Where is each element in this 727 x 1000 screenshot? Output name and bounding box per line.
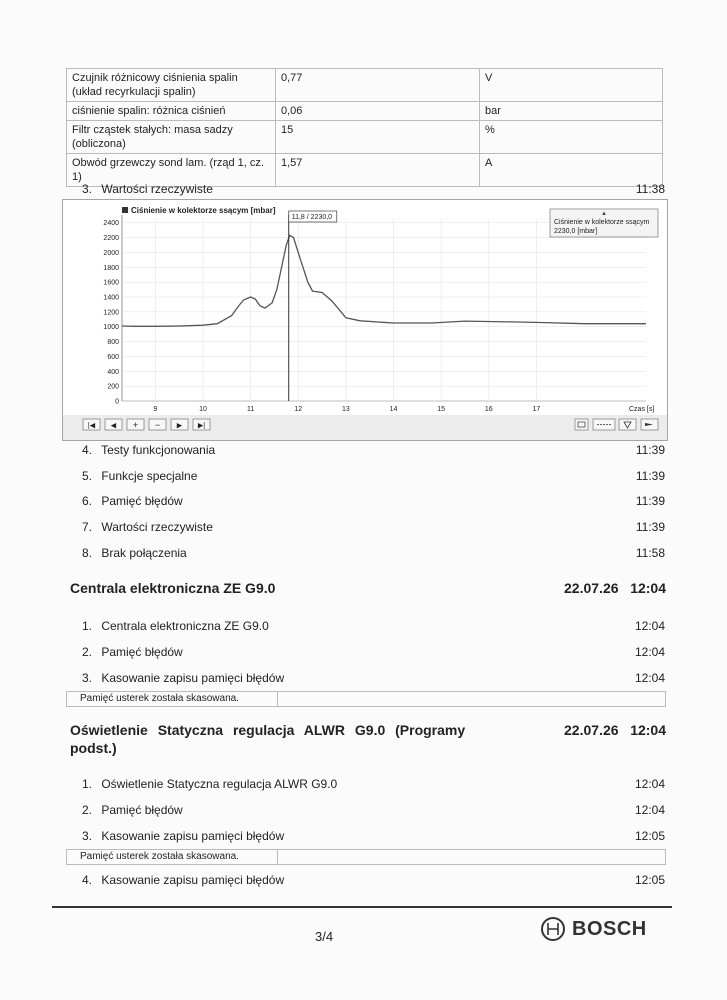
item-time: 11:39	[635, 443, 665, 457]
tooltip-line-2: 2230,0 [mbar]	[554, 228, 598, 235]
item-label: Pamięć błędów	[101, 494, 183, 508]
section-heading	[70, 721, 666, 757]
y-tick-label: 800	[107, 339, 119, 347]
note-divider	[277, 692, 278, 706]
x-tick-label: 15	[437, 406, 446, 413]
section-datetime	[564, 580, 666, 596]
y-tick-label: 2000	[103, 249, 119, 257]
list-item	[82, 443, 665, 459]
item-number: 7.	[82, 520, 93, 534]
param-unit: bar	[480, 102, 663, 121]
plus-icon: +	[132, 420, 139, 430]
item-time: 12:04	[634, 671, 665, 685]
item-time: 11:58	[635, 546, 665, 560]
item-label: Kasowanie zapisu pamięci błędów	[101, 873, 285, 887]
item-label: Pamięć błędów	[101, 803, 183, 817]
list-item	[82, 469, 665, 485]
list-item	[82, 829, 665, 845]
y-tick-label: 400	[107, 368, 119, 376]
item-label: Oświetlenie Statyczna regulacja ALWR G9.0	[101, 777, 338, 791]
section-datetime	[564, 721, 666, 739]
list-item	[82, 182, 665, 198]
y-tick-label: 2200	[103, 235, 119, 243]
item-time: 12:04	[634, 645, 665, 659]
brand-logo	[540, 916, 647, 942]
item-time: 12:04	[634, 803, 665, 817]
x-tick-label: 10	[199, 406, 207, 413]
item-number: 4.	[82, 443, 93, 457]
note-box	[66, 691, 666, 707]
table-row	[67, 102, 663, 121]
item-number: 3.	[82, 829, 93, 843]
item-time: 12:04	[634, 777, 665, 791]
list-item	[82, 546, 665, 562]
parameters-table	[66, 68, 663, 187]
item-label: Kasowanie zapisu pamięci błędów	[101, 829, 285, 843]
item-label: Kasowanie zapisu pamięci błędów	[101, 671, 285, 685]
list-item	[82, 777, 665, 793]
section-title: Centrala elektroniczna ZE G9.0	[70, 580, 276, 596]
item-number: 3.	[82, 671, 93, 685]
item-label: Centrala elektroniczna ZE G9.0	[101, 619, 269, 633]
y-tick-label: 1600	[103, 279, 119, 287]
legend-marker	[122, 207, 128, 213]
item-number: 4.	[82, 873, 93, 887]
section-date: 22.07.26	[564, 722, 619, 738]
param-unit: A	[480, 154, 663, 187]
y-tick-label: 2400	[103, 220, 119, 228]
y-tick-label: 1000	[103, 324, 119, 332]
x-axis-label: Czas [s]	[629, 406, 655, 413]
section-heading	[70, 580, 666, 596]
item-number: 2.	[82, 645, 93, 659]
table-row	[67, 121, 663, 154]
page-number: 3/4	[315, 929, 334, 944]
item-number: 3.	[82, 182, 93, 196]
x-tick-label: 9	[153, 406, 158, 413]
item-time: 11:38	[635, 182, 665, 196]
note-text: Pamięć usterek została skasowana.	[80, 693, 239, 704]
x-tick-label: 14	[389, 406, 398, 413]
list-item	[82, 645, 665, 661]
param-name: ciśnienie spalin: różnica ciśnień	[67, 102, 276, 121]
bosch-armature-icon	[540, 916, 566, 942]
note-divider	[277, 850, 278, 864]
y-tick-label: 600	[107, 353, 119, 361]
grid-toggle-button[interactable]	[575, 419, 588, 430]
y-tick-label: 200	[107, 383, 119, 391]
chart-title: Ciśnienie w kolektorze ssącym [mbar]	[131, 206, 276, 215]
brand-name: BOSCH	[572, 917, 647, 940]
section-time: 12:04	[630, 722, 666, 738]
param-value: 0,06	[276, 102, 480, 121]
item-number: 6.	[82, 494, 93, 508]
x-tick-label: 12	[294, 406, 303, 413]
item-time: 12:05	[634, 829, 665, 843]
item-time: 11:39	[635, 520, 665, 534]
item-label: Wartości rzeczywiste	[101, 182, 213, 196]
item-time: 12:04	[634, 619, 665, 633]
cursor-label: 11,8 / 2230,0	[291, 214, 333, 221]
minus-icon: −	[154, 420, 161, 430]
prev-icon: ◀	[110, 422, 117, 430]
item-number: 8.	[82, 546, 93, 560]
footer-divider	[52, 906, 672, 908]
last-icon: ▶|	[197, 422, 206, 430]
param-name: Obwód grzewczy sond lam. (rząd 1, cz. 1)	[67, 154, 276, 187]
pressure-chart	[62, 199, 668, 441]
note-text: Pamięć usterek została skasowana.	[80, 851, 239, 862]
item-label: Testy funkcjonowania	[101, 443, 216, 457]
param-value: 1,57	[276, 154, 480, 187]
param-name: Filtr cząstek stałych: masa sadzy (obliczona)	[67, 121, 276, 154]
next-icon: ▶	[176, 422, 183, 430]
chevron-up-icon[interactable]: ▲	[601, 211, 607, 217]
list-item	[82, 520, 665, 536]
section-time: 12:04	[630, 580, 666, 596]
x-tick-label: 11	[246, 406, 255, 413]
tooltip-line-1: Ciśnienie w kolektorze ssącym	[554, 219, 650, 226]
list-item	[82, 494, 665, 510]
x-tick-label: 17	[532, 406, 541, 413]
y-tick-label: 1200	[103, 309, 119, 317]
item-number: 1.	[82, 777, 93, 791]
x-tick-label: 13	[341, 406, 350, 413]
y-tick-label: 1400	[103, 294, 119, 302]
note-box	[66, 849, 666, 865]
section-title-line-1: Oświetlenie Statyczna regulacja ALWR G9.0 (Programy	[70, 722, 466, 738]
chart-svg	[63, 200, 667, 440]
item-time: 12:05	[634, 873, 665, 887]
item-number: 5.	[82, 469, 93, 483]
list-item	[82, 619, 665, 635]
first-icon: |◀	[87, 422, 96, 430]
table-row	[67, 69, 663, 102]
item-label: Brak połączenia	[101, 546, 187, 560]
section-title-line-2: podst.)	[70, 740, 117, 756]
list-item	[82, 671, 665, 687]
param-name: Czujnik różnicowy ciśnienia spalin (układ recyrkulacji spalin)	[67, 69, 276, 102]
item-time: 11:39	[635, 494, 665, 508]
list-item	[82, 873, 665, 889]
item-label: Pamięć błędów	[101, 645, 183, 659]
param-unit: V	[480, 69, 663, 102]
y-tick-label: 1800	[103, 264, 119, 272]
param-unit: %	[480, 121, 663, 154]
item-number: 2.	[82, 803, 93, 817]
series-line	[122, 235, 646, 326]
item-number: 1.	[82, 619, 93, 633]
x-tick-label: 16	[484, 406, 493, 413]
list-item	[82, 803, 665, 819]
item-label: Funkcje specjalne	[101, 469, 198, 483]
item-time: 11:39	[635, 469, 665, 483]
param-value: 0,77	[276, 69, 480, 102]
section-date: 22.07.26	[564, 580, 619, 596]
item-label: Wartości rzeczywiste	[101, 520, 213, 534]
y-tick-label: 0	[115, 398, 119, 406]
param-value: 15	[276, 121, 480, 154]
